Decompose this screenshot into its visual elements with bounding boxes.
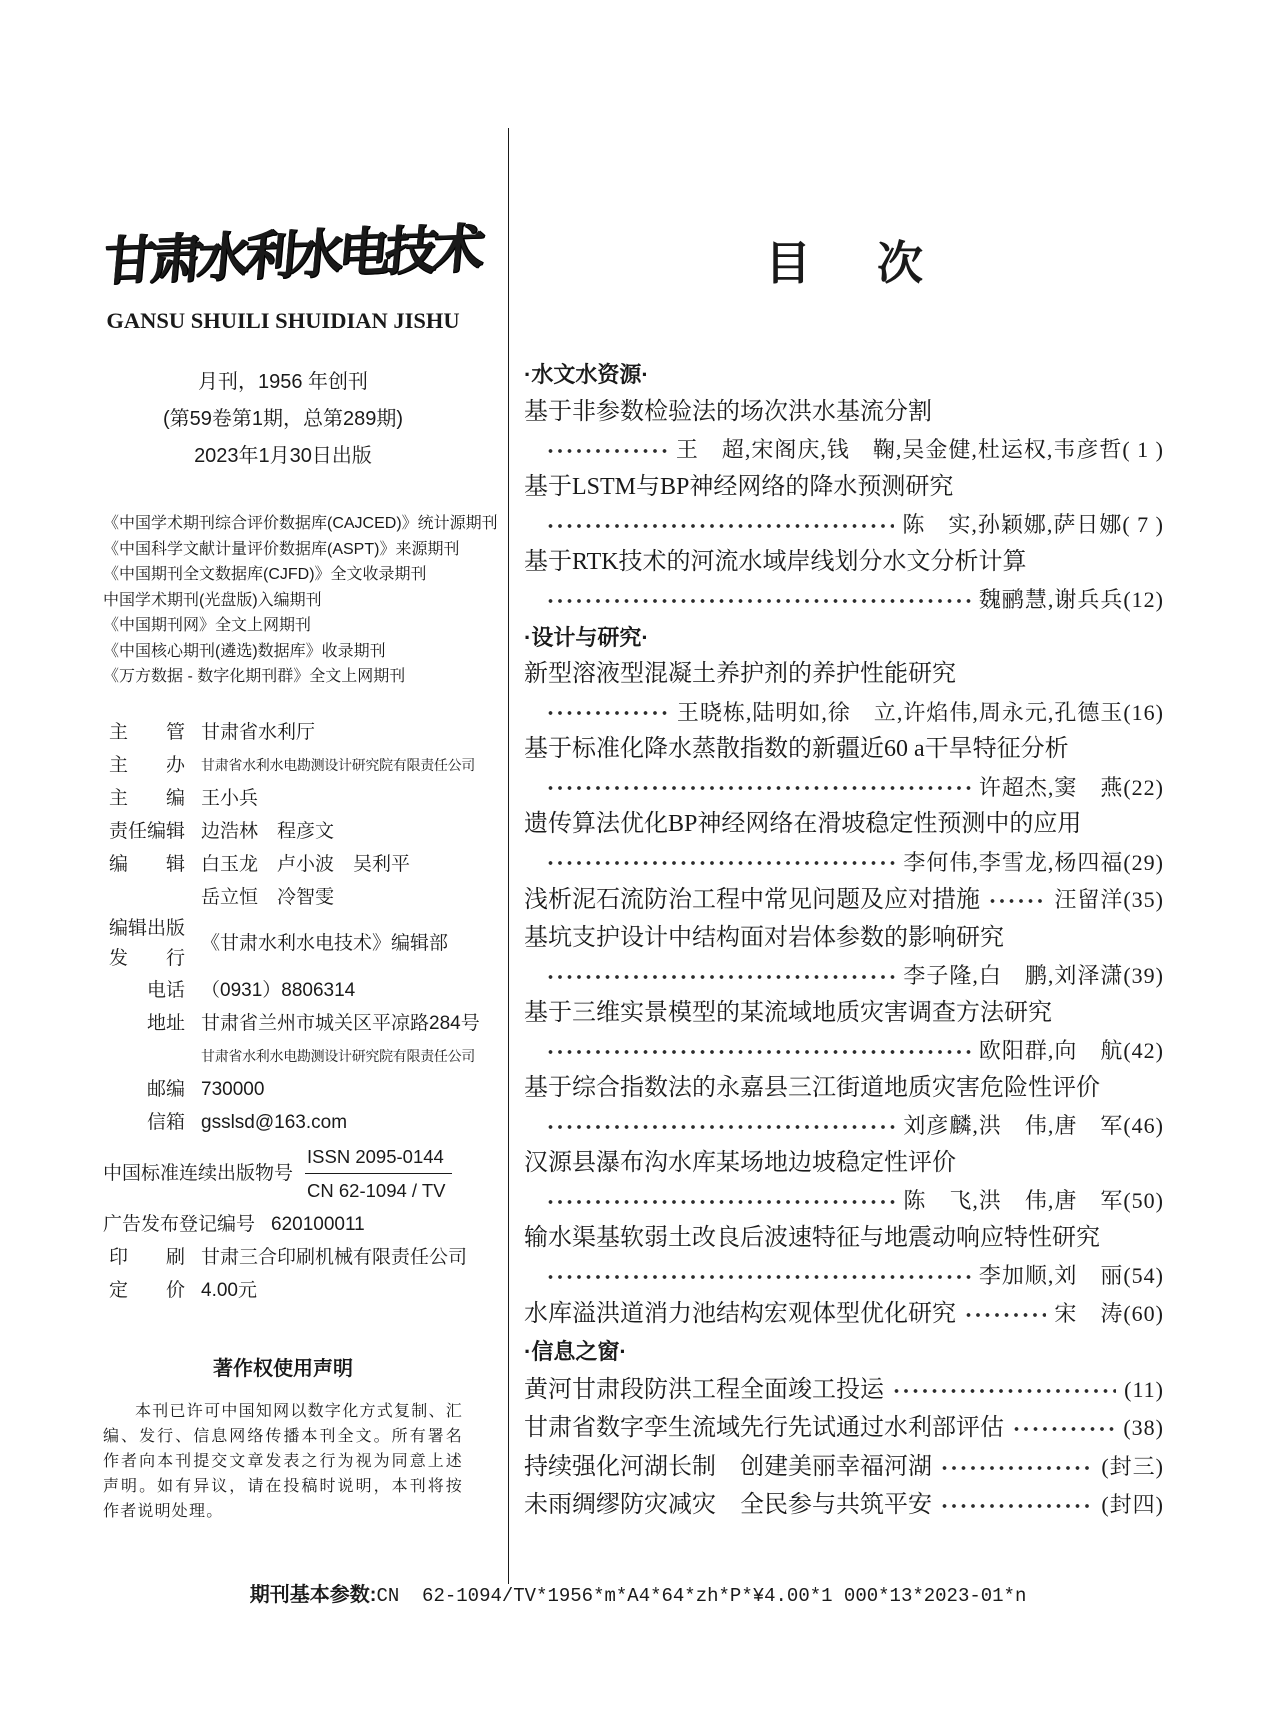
masthead-row-publisher	[103, 914, 463, 974]
toc-entry	[524, 469, 1164, 544]
dot-leader	[964, 1308, 1046, 1320]
journal-parameters-line	[232, 1560, 1026, 1625]
issue-line: (第59卷第1期，总第289期)	[162, 408, 404, 430]
masthead-value	[201, 848, 410, 914]
toc-entry-authors: 李子隆,白 鹏,刘泽潇	[903, 963, 1124, 988]
toc-body	[524, 356, 1164, 1525]
toc-entry	[524, 1448, 1164, 1487]
toc-entry-page: ( 7 )	[1122, 512, 1164, 537]
copyright-title: 著作权使用声明	[213, 1357, 353, 1380]
toc-entry-title: 持续强化河湖长制 创建美丽幸福河湖	[524, 1453, 932, 1480]
toc-entry	[524, 806, 1164, 881]
masthead-value: 王小兵	[201, 787, 259, 809]
toc-entry-title: 基于标准化降水蒸散指数的新疆近60 a干旱特征分析	[524, 736, 1069, 762]
publisher-label-line-1: 编辑出版	[108, 917, 185, 939]
toc-entry-title: 基于综合指数法的永嘉县三江街道地质灾害危险性评价	[524, 1074, 1100, 1101]
masthead-row-printer	[103, 1241, 468, 1274]
masthead-row-sponsor	[103, 749, 475, 782]
toc-section-heading-hydrology: ·水文水资源·	[524, 362, 649, 387]
toc-entry-byline	[524, 769, 1164, 807]
left-column	[100, 218, 498, 1524]
database-item: 《中国期刊网》全文上网期刊	[103, 617, 312, 634]
toc-entry-authors: 宋 涛	[1054, 1300, 1124, 1326]
masthead-label: 主 编	[108, 787, 185, 809]
dot-leader	[546, 856, 895, 868]
dot-leader	[546, 519, 894, 531]
journal-logo-calligraphy: 甘肃水利水电技术	[100, 221, 482, 292]
masthead-value	[201, 1007, 480, 1073]
toc-entry-page: (60)	[1123, 1300, 1164, 1326]
column-divider	[508, 128, 509, 1584]
masthead-row-chief-editor	[103, 782, 463, 815]
masthead-label: 主 办	[108, 754, 185, 776]
masthead-row-phone	[103, 974, 463, 1007]
toc-entry-title: 浅析泥石流防治工程中常见问题及应对措施	[524, 887, 980, 913]
toc-entry-page: ( 1 )	[1122, 437, 1164, 462]
database-item: 《中国学术期刊综合评价数据库(CAJCED)》统计源期刊	[103, 515, 498, 532]
publish-date-line: 2023年1月30日出版	[194, 445, 372, 467]
toc-entry	[524, 920, 1164, 995]
toc-entry	[524, 881, 1164, 920]
toc-title: 目 次	[765, 238, 933, 289]
toc-entry-authors: 刘彦麟,洪 伟,唐 军	[903, 1113, 1124, 1138]
frequency-line: 月刊，1956 年创刊	[197, 371, 369, 393]
masthead-label: 信箱	[146, 1111, 185, 1133]
masthead-value: 《甘肃水利水电技术》编辑部	[201, 933, 449, 954]
masthead-row-price	[103, 1274, 463, 1307]
toc-entry-byline	[524, 844, 1164, 882]
dot-leader	[546, 444, 668, 456]
toc-entry-byline	[524, 957, 1164, 995]
toc-entry-page: (29)	[1123, 849, 1164, 875]
journal-parameters-label: 期刊基本参数:	[249, 1584, 377, 1606]
toc-entry-title: 黄河甘肃段防洪工程全面竣工投运	[524, 1376, 884, 1403]
toc-entry	[524, 394, 1164, 469]
dot-leader	[546, 1270, 971, 1282]
issn-number: ISSN 2095-0144	[305, 1143, 451, 1174]
toc-entry-page: (54)	[1123, 1263, 1164, 1288]
editors-line-2: 岳立恒 冷智雯	[201, 886, 335, 908]
copyright-body: 本刊已许可中国知网以数字化方式复制、汇编、发行、信息网络传播本刊全文。所有署名作者向本刊提交文章发表之行为视为同意上述声明。如有异议，请在投稿时说明，本刊将按作者说明处理。	[103, 1402, 463, 1520]
toc-entry-authors: 陈 飞,洪 伟,唐 军	[903, 1188, 1124, 1213]
toc-column	[524, 228, 1164, 1525]
masthead-label: 邮编	[146, 1078, 185, 1100]
toc-entry	[524, 544, 1164, 619]
toc-entry-authors: 许超杰,窦 燕	[978, 774, 1124, 800]
database-index-list	[103, 511, 498, 690]
toc-entry-title: 基坑支护设计中结构面对岩体参数的影响研究	[524, 924, 1004, 951]
masthead-label: 地址	[146, 1012, 185, 1034]
masthead-value: 甘肃三合印刷机械有限责任公司	[201, 1246, 468, 1268]
masthead-label: 定 价	[108, 1279, 185, 1301]
toc-entry-title: 基于RTK技术的河流水域岸线划分水文分析计算	[524, 548, 1027, 575]
masthead-row-supervisor	[103, 716, 463, 749]
masthead-value: 620100011	[271, 1213, 365, 1235]
toc-entry-title: 未雨绸缪防灾减灾 全民参与共筑平安	[524, 1492, 932, 1518]
toc-entry	[524, 1070, 1164, 1145]
database-item: 《中国核心期刊(遴选)数据库》收录期刊	[103, 642, 386, 660]
toc-entry-byline	[524, 1107, 1164, 1145]
toc-entry	[524, 1486, 1164, 1525]
editors-line-1: 白玉龙 卢小波 吴利平	[201, 853, 411, 875]
toc-entry-byline	[524, 581, 1164, 619]
cn-number: CN 62-1094 / TV	[307, 1179, 446, 1201]
database-item: 《万方数据 - 数字化期刊群》全文上网期刊	[103, 668, 406, 685]
masthead-value: 甘肃省水利厅	[201, 721, 316, 743]
toc-entry-byline	[524, 431, 1164, 469]
toc-entry-page: (封三)	[1101, 1453, 1164, 1479]
toc-entry-page: (22)	[1123, 774, 1164, 800]
toc-entry-page: (35)	[1123, 887, 1164, 912]
masthead-value: gsslsd@163.com	[201, 1111, 348, 1133]
toc-entry-title: 基于LSTM与BP神经网络的降水预测研究	[524, 473, 954, 500]
dot-leader	[546, 1045, 971, 1057]
masthead-value: （0931）8806314	[201, 979, 356, 1001]
toc-entry-byline	[524, 694, 1164, 732]
toc-entry-authors: 李加顺,刘 丽	[978, 1263, 1124, 1288]
toc-entry-page: (39)	[1123, 963, 1164, 988]
publisher-label-line-2: 发 行	[108, 947, 185, 969]
toc-section-heading-info-window: ·信息之窗·	[524, 1339, 627, 1364]
toc-entry-page: (16)	[1123, 699, 1164, 725]
dot-leader	[546, 594, 971, 606]
masthead-row-address	[103, 1007, 480, 1073]
masthead-label: 责任编辑	[108, 820, 185, 842]
masthead-row-postcode	[103, 1073, 463, 1106]
toc-entry-page: (12)	[1123, 587, 1164, 612]
masthead-row-email	[103, 1106, 463, 1139]
toc-entry-authors: 王 超,宋阁庆,钱 鞠,吴金健,杜运权,韦彦哲	[675, 437, 1123, 462]
toc-entry-byline	[524, 1032, 1164, 1070]
toc-entry-page: (46)	[1123, 1113, 1164, 1138]
masthead-label: 印 刷	[108, 1246, 185, 1268]
masthead-value: 730000	[201, 1078, 265, 1100]
toc-entry-authors: 汪留洋	[1054, 887, 1124, 912]
toc-entry-title: 基于非参数检验法的场次洪水基流分割	[524, 398, 932, 425]
dot-leader	[1012, 1422, 1115, 1434]
toc-entry-title: 水库溢洪道消力池结构宏观体型优化研究	[524, 1300, 956, 1327]
toc-entry-authors: 王晓栋,陆明如,徐 立,许焰伟,周永元,孔德玉	[676, 699, 1124, 725]
database-item: 《中国期刊全文数据库(CJFD)》全文收录期刊	[103, 566, 427, 583]
masthead-value: 甘肃省水利水电勘测设计研究院有限责任公司	[201, 756, 475, 773]
toc-entry-page: (封四)	[1101, 1492, 1164, 1517]
toc-entry-title: 遗传算法优化BP神经网络在滑坡稳定性预测中的应用	[524, 811, 1082, 837]
toc-entry	[524, 656, 1164, 731]
dot-leader	[546, 1120, 895, 1132]
toc-entry-byline	[524, 506, 1164, 544]
address-line-2: 甘肃省水利水电勘测设计研究院有限责任公司	[201, 1047, 475, 1064]
toc-entry-title: 基于三维实景模型的某流域地质灾害调查方法研究	[524, 999, 1052, 1026]
toc-entry-page: (50)	[1123, 1188, 1164, 1213]
dot-leader	[988, 894, 1046, 906]
toc-entry-title: 新型溶液型混凝土养护剂的养护性能研究	[524, 661, 956, 687]
issn-cn-stack	[305, 1143, 451, 1204]
masthead-label: 广告发布登记编号	[103, 1213, 256, 1235]
toc-entry	[524, 1295, 1164, 1334]
toc-entry-title: 甘肃省数字孪生流域先行先试通过水利部评估	[524, 1415, 1004, 1441]
toc-entry	[524, 1145, 1164, 1220]
masthead	[103, 716, 480, 1307]
toc-entry-authors: 陈 实,孙颖娜,萨日娜	[902, 512, 1123, 537]
masthead-label: 电话	[146, 979, 185, 1001]
masthead-label: 编 辑	[108, 853, 185, 875]
masthead-label: 主 管	[108, 721, 185, 743]
toc-entry-page: (38)	[1123, 1415, 1164, 1440]
toc-entry-page: (42)	[1123, 1038, 1164, 1063]
toc-entry	[524, 1409, 1164, 1448]
journal-parameters-value: CN 62-1094/TV*1956*m*A4*64*zh*P*¥4.00*1 000*13*2023-01*n	[376, 1585, 1027, 1607]
masthead-row-ad-license	[103, 1208, 463, 1241]
dot-leader	[546, 970, 895, 982]
dot-leader	[892, 1384, 1116, 1396]
masthead-label	[103, 914, 185, 974]
masthead-row-responsible-editors	[103, 815, 463, 848]
dot-leader	[546, 1195, 895, 1207]
toc-entry-byline	[524, 1257, 1164, 1295]
dot-leader	[940, 1461, 1093, 1473]
address-line-1: 甘肃省兰州市城关区平凉路284号	[201, 1012, 480, 1034]
masthead-value: 4.00元	[201, 1279, 257, 1301]
masthead-value: 边浩林 程彦文	[201, 820, 335, 842]
toc-section-heading-design-research: ·设计与研究·	[524, 624, 649, 650]
toc-entry-page: (11)	[1124, 1376, 1164, 1402]
toc-entry-title: 输水渠基软弱土改良后波速特征与地震动响应特性研究	[524, 1224, 1100, 1251]
toc-entry-authors: 魏鹂慧,谢兵兵	[978, 587, 1124, 612]
journal-logo-latin: GANSU SHUILI SHUIDIAN JISHU	[106, 308, 460, 333]
copyright-notice	[103, 1355, 463, 1524]
publication-info	[103, 364, 463, 475]
toc-entry-authors: 欧阳群,向 航	[978, 1038, 1124, 1063]
toc-entry-byline	[524, 1182, 1164, 1220]
masthead-row-editors	[103, 848, 463, 914]
toc-entry	[524, 995, 1164, 1070]
dot-leader	[546, 781, 971, 793]
database-item: 《中国科学文献计量评价数据库(ASPT)》来源期刊	[103, 540, 460, 558]
toc-entry	[524, 1220, 1164, 1295]
dot-leader	[546, 706, 669, 718]
toc-entry-authors: 李何伟,李雪龙,杨四福	[903, 849, 1124, 875]
toc-entry	[524, 1371, 1164, 1410]
toc-entry-title: 汉源县瀑布沟水库某场地边坡稳定性评价	[524, 1149, 956, 1176]
database-item: 中国学术期刊(光盘版)入编期刊	[103, 591, 322, 609]
dot-leader	[940, 1499, 1093, 1511]
masthead-label: 中国标准连续出版物号	[103, 1162, 294, 1184]
masthead-row-issn-cn	[103, 1139, 463, 1208]
toc-entry	[524, 731, 1164, 806]
